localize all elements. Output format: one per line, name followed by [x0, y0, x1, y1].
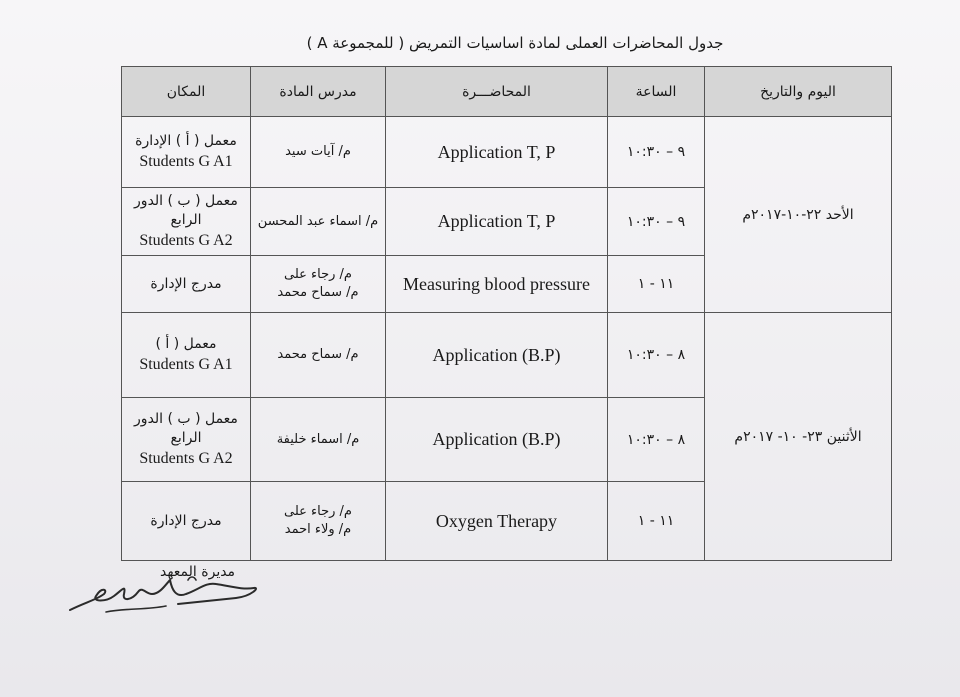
header-row [122, 67, 892, 117]
teacher-name: م/ سماح محمد [277, 346, 359, 362]
place-arabic: مدرج الإدارة [150, 512, 222, 529]
table-row [122, 313, 892, 398]
time-cell: ٨ – ١٠:٣٠ [608, 397, 705, 482]
time-cell: ١١ - ١ [608, 482, 705, 561]
lecture-cell: Application T, P [386, 117, 608, 188]
teacher-name: م/ سماح محمد [277, 285, 359, 301]
place-cell [122, 313, 251, 398]
teacher-cell [251, 117, 386, 188]
place-group: Students G A2 [139, 231, 233, 249]
teacher-name: م/ رجاء على [284, 504, 352, 520]
place-arabic: معمل ( ب ) الدور [134, 410, 238, 427]
place-cell [122, 397, 251, 482]
header-day: اليوم والتاريخ [705, 67, 892, 117]
teacher-name: م/ ولاء احمد [284, 522, 352, 538]
table-row [122, 117, 892, 188]
teacher-name: م/ اسماء عبد المحسن [257, 213, 379, 229]
teacher-cell [251, 188, 386, 255]
header-teacher: مدرس المادة [251, 67, 386, 117]
teacher-cell [251, 255, 386, 312]
handwritten-signature [66, 572, 266, 622]
header-lecture: المحاضـــرة [386, 67, 608, 117]
teacher-cell [251, 313, 386, 398]
place-group: Students G A1 [139, 355, 233, 373]
time-cell: ١١ - ١ [608, 255, 705, 312]
lecture-cell: Oxygen Therapy [386, 482, 608, 561]
teacher-name: م/ رجاء على [284, 266, 352, 282]
header-time: الساعة [608, 67, 705, 117]
teacher-cell [251, 397, 386, 482]
teacher-name: م/ اسماء خليفة [276, 431, 360, 447]
place-arabic: الرابع [170, 211, 202, 228]
place-cell [122, 482, 251, 561]
lecture-cell: Application (B.P) [386, 313, 608, 398]
time-cell: ٨ – ١٠:٣٠ [608, 313, 705, 398]
place-cell [122, 117, 251, 188]
day-cell: الأحد ٢٢-١٠-٢٠١٧م [705, 117, 892, 313]
teacher-cell [251, 482, 386, 561]
place-arabic: معمل ( أ ) [155, 335, 217, 352]
lecture-cell: Measuring blood pressure [386, 255, 608, 312]
place-arabic: الرابع [170, 429, 202, 446]
schedule-table [121, 66, 892, 561]
place-group: Students G A1 [139, 152, 233, 170]
place-arabic: معمل ( ب ) الدور [134, 193, 238, 209]
lecture-cell: Application (B.P) [386, 397, 608, 482]
time-cell: ٩ – ١٠:٣٠ [608, 117, 705, 188]
signature-label: مديرة المعهد [160, 564, 236, 580]
document-title: جدول المحاضرات العملى لمادة اساسيات التمريض ( للمجموعة A ) [306, 34, 724, 52]
place-cell [122, 188, 251, 255]
place-arabic: معمل ( أ ) الإدارة [135, 132, 237, 149]
place-cell [122, 255, 251, 312]
lecture-cell: Application T, P [386, 188, 608, 255]
header-place: المكان [122, 67, 251, 117]
place-group: Students G A2 [139, 449, 233, 467]
place-arabic: مدرج الإدارة [150, 275, 222, 292]
teacher-name: م/ آيات سيد [285, 144, 351, 160]
day-cell: الأثنين ٢٣- ١٠- ٢٠١٧م [705, 313, 892, 561]
time-cell: ٩ – ١٠:٣٠ [608, 188, 705, 255]
